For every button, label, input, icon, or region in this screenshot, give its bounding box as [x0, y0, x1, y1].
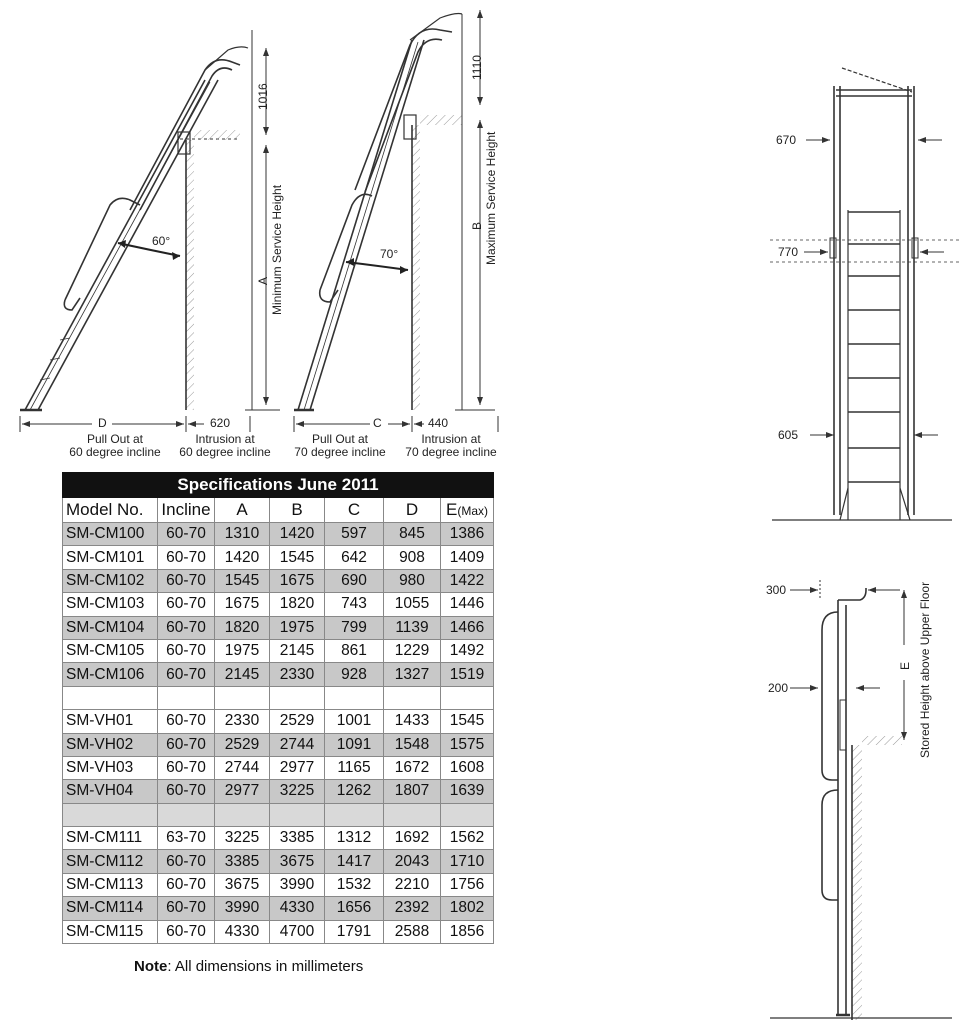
- table-cell: 1446: [441, 593, 494, 616]
- table-row: [63, 850, 494, 873]
- table-spacer-cell: [270, 686, 325, 709]
- table-cell: 1262: [325, 780, 384, 803]
- table-cell: 2977: [215, 780, 270, 803]
- table-cell: 908: [384, 546, 441, 569]
- table-cell: 4700: [270, 920, 325, 943]
- table-cell-model: SM-CM115: [63, 920, 158, 943]
- table-title: Specifications June 2011: [63, 473, 494, 498]
- table-cell: 1820: [215, 616, 270, 639]
- table-cell: 1656: [325, 897, 384, 920]
- table-cell-model: SM-VH01: [63, 710, 158, 733]
- table-spacer-cell: [270, 803, 325, 826]
- table-cell: 1433: [384, 710, 441, 733]
- table-cell: 60-70: [158, 546, 215, 569]
- table-spacer-cell: [63, 686, 158, 709]
- table-cell: 2529: [270, 710, 325, 733]
- table-row: [63, 616, 494, 639]
- table-cell: 1312: [325, 827, 384, 850]
- table-header-e: E: [445, 500, 458, 519]
- left-dim-1016: 1016: [256, 83, 270, 110]
- table-cell-model: SM-VH03: [63, 756, 158, 779]
- table-cell-model: SM-CM103: [63, 593, 158, 616]
- table-cell-model: SM-CM112: [63, 850, 158, 873]
- table-cell-model: SM-CM101: [63, 546, 158, 569]
- left-pullout-label: [60, 433, 170, 459]
- table-cell: 60-70: [158, 850, 215, 873]
- table-cell: 60-70: [158, 523, 215, 546]
- table-cell: 1327: [384, 663, 441, 686]
- right-pullout-label: [285, 433, 395, 459]
- right-pullout-line2: 70 degree incline: [294, 445, 386, 459]
- table-header-cell: B: [270, 498, 325, 523]
- table-cell: 2744: [270, 733, 325, 756]
- table-cell: 3225: [270, 780, 325, 803]
- table-cell: 3225: [215, 827, 270, 850]
- stored-height-label: Stored Height above Upper Floor: [918, 581, 932, 758]
- table-cell-model: SM-CM114: [63, 897, 158, 920]
- right-horizontal-dims: [294, 416, 498, 432]
- table-cell: 1422: [441, 569, 494, 592]
- table-cell: 1856: [441, 920, 494, 943]
- table-cell: 1310: [215, 523, 270, 546]
- table-cell: 2588: [384, 920, 441, 943]
- table-spacer-row: [63, 686, 494, 709]
- table-cell: 1001: [325, 710, 384, 733]
- table-row: [63, 827, 494, 850]
- right-elevation-ladder: [294, 14, 462, 411]
- stored-dim-200: 200: [768, 681, 789, 695]
- right-intrusion-line1: Intrusion at: [421, 432, 481, 446]
- table-cell: 1756: [441, 873, 494, 896]
- right-dim-440: 440: [428, 416, 449, 430]
- table-cell: 743: [325, 593, 384, 616]
- left-dim-620: 620: [210, 416, 231, 430]
- left-intrusion-line2: 60 degree incline: [179, 445, 271, 459]
- table-cell: 60-70: [158, 756, 215, 779]
- table-cell: 3990: [215, 897, 270, 920]
- table-cell: 1545: [441, 710, 494, 733]
- table-cell: 2145: [270, 639, 325, 662]
- table-cell: 60-70: [158, 593, 215, 616]
- table-header-row: [63, 498, 494, 523]
- table-cell: 928: [325, 663, 384, 686]
- table-cell: 3675: [215, 873, 270, 896]
- table-cell: 2529: [215, 733, 270, 756]
- table-cell: 1229: [384, 639, 441, 662]
- table-row: [63, 523, 494, 546]
- table-cell: 3385: [215, 850, 270, 873]
- table-cell-model: SM-CM100: [63, 523, 158, 546]
- table-row: [63, 897, 494, 920]
- table-row: [63, 639, 494, 662]
- table-cell: 1608: [441, 756, 494, 779]
- table-cell: 1548: [384, 733, 441, 756]
- right-dim-1110: 1110: [470, 55, 484, 80]
- table-spacer-cell: [158, 686, 215, 709]
- table-cell: 1466: [441, 616, 494, 639]
- table-cell-model: SM-CM113: [63, 873, 158, 896]
- table-cell: 4330: [215, 920, 270, 943]
- left-elevation-ladder: [20, 47, 248, 410]
- table-header-e-sub: (Max): [457, 504, 488, 518]
- table-cell: 845: [384, 523, 441, 546]
- table-header-cell: Incline: [158, 498, 215, 523]
- table-cell: 1165: [325, 756, 384, 779]
- table-cell-model: SM-VH04: [63, 780, 158, 803]
- table-cell: 60-70: [158, 639, 215, 662]
- table-header-cell: D: [384, 498, 441, 523]
- table-row: [63, 733, 494, 756]
- right-max-service-height: Maximum Service Height: [484, 131, 498, 265]
- table-cell: 60-70: [158, 873, 215, 896]
- table-row: [63, 593, 494, 616]
- right-dim-b: B: [470, 221, 484, 230]
- table-cell: 861: [325, 639, 384, 662]
- left-intrusion-label: [170, 433, 280, 459]
- table-cell: 642: [325, 546, 384, 569]
- right-intrusion-label: [396, 433, 506, 459]
- table-row: [63, 873, 494, 896]
- table-header-cell: C: [325, 498, 384, 523]
- left-dim-a: A: [256, 276, 270, 285]
- table-cell: 1975: [215, 639, 270, 662]
- table-cell-model: SM-CM102: [63, 569, 158, 592]
- table-cell: 60-70: [158, 569, 215, 592]
- table-cell: 2744: [215, 756, 270, 779]
- table-spacer-cell: [384, 686, 441, 709]
- stored-view-dims: [790, 580, 904, 740]
- table-cell: 1386: [441, 523, 494, 546]
- table-cell: 1519: [441, 663, 494, 686]
- table-cell: 60-70: [158, 780, 215, 803]
- table-cell: 1692: [384, 827, 441, 850]
- table-header-cell: A: [215, 498, 270, 523]
- table-cell-model: SM-VH02: [63, 733, 158, 756]
- table-cell: 1055: [384, 593, 441, 616]
- table-cell: 1409: [441, 546, 494, 569]
- right-pullout-line1: Pull Out at: [311, 432, 369, 446]
- table-cell: 1820: [270, 593, 325, 616]
- table-cell: 2977: [270, 756, 325, 779]
- front-dim-670: 670: [776, 133, 797, 147]
- table-spacer-cell: [441, 803, 494, 826]
- table-cell: 1562: [441, 827, 494, 850]
- table-cell: 4330: [270, 897, 325, 920]
- note-text: : All dimensions in millimeters: [167, 958, 364, 975]
- table-cell: 3385: [270, 827, 325, 850]
- table-cell-model: SM-CM111: [63, 827, 158, 850]
- table-cell-model: SM-CM106: [63, 663, 158, 686]
- table-cell-model: SM-CM105: [63, 639, 158, 662]
- stored-dim-300: 300: [766, 583, 787, 597]
- table-cell: 2330: [270, 663, 325, 686]
- front-view-dims: [804, 140, 944, 435]
- table-cell: 60-70: [158, 710, 215, 733]
- table-cell: 3675: [270, 850, 325, 873]
- table-cell: 1545: [270, 546, 325, 569]
- table-cell: 60-70: [158, 733, 215, 756]
- table-note: [134, 958, 363, 975]
- table-cell: 1091: [325, 733, 384, 756]
- table-cell: 60-70: [158, 663, 215, 686]
- table-header-cell: [441, 498, 494, 523]
- table-cell: 2043: [384, 850, 441, 873]
- right-angle-label: 70°: [380, 247, 399, 261]
- table-cell: 799: [325, 616, 384, 639]
- table-cell: 1639: [441, 780, 494, 803]
- table-cell: 1492: [441, 639, 494, 662]
- table-spacer-cell: [215, 803, 270, 826]
- table-spacer-cell: [441, 686, 494, 709]
- angle-arc-70: [346, 262, 408, 270]
- left-pullout-line2: 60 degree incline: [69, 445, 161, 459]
- table-cell-model: SM-CM104: [63, 616, 158, 639]
- table-row: [63, 920, 494, 943]
- left-dim-d: D: [98, 416, 107, 430]
- table-cell: 690: [325, 569, 384, 592]
- front-dim-770: 770: [778, 245, 799, 259]
- table-cell: 1672: [384, 756, 441, 779]
- left-pullout-line1: Pull Out at: [86, 432, 144, 446]
- table-cell: 1532: [325, 873, 384, 896]
- table-cell: 1675: [215, 593, 270, 616]
- table-cell: 1791: [325, 920, 384, 943]
- table-spacer-cell: [325, 803, 384, 826]
- front-view-ladder: [770, 68, 960, 520]
- table-cell: 1575: [441, 733, 494, 756]
- table-spacer-cell: [384, 803, 441, 826]
- right-intrusion-line2: 70 degree incline: [405, 445, 497, 459]
- table-cell: 63-70: [158, 827, 215, 850]
- table-spacer-cell: [63, 803, 158, 826]
- table-row: [63, 780, 494, 803]
- table-row: [63, 569, 494, 592]
- table-header-cell: Model No.: [63, 498, 158, 523]
- specifications-table: [62, 472, 494, 944]
- table-cell: 980: [384, 569, 441, 592]
- table-cell: 1710: [441, 850, 494, 873]
- stored-dim-e: E: [898, 661, 912, 670]
- table-cell: 1802: [441, 897, 494, 920]
- left-angle-label: 60°: [152, 234, 171, 248]
- table-spacer-cell: [215, 686, 270, 709]
- table-cell: 2330: [215, 710, 270, 733]
- table-cell: 1545: [215, 569, 270, 592]
- left-min-service-height: Minimum Service Height: [270, 184, 284, 315]
- table-cell: 60-70: [158, 920, 215, 943]
- table-cell: 60-70: [158, 616, 215, 639]
- table-cell: 60-70: [158, 897, 215, 920]
- note-label: Note: [134, 958, 168, 975]
- table-cell: 1975: [270, 616, 325, 639]
- table-cell: 1807: [384, 780, 441, 803]
- table-cell: 2392: [384, 897, 441, 920]
- table-cell: 2145: [215, 663, 270, 686]
- table-spacer-cell: [158, 803, 215, 826]
- table-spacer-row: [63, 803, 494, 826]
- table-spacer-cell: [325, 686, 384, 709]
- left-intrusion-line1: Intrusion at: [195, 432, 255, 446]
- table-cell: 1417: [325, 850, 384, 873]
- table-cell: 1675: [270, 569, 325, 592]
- table-row: [63, 710, 494, 733]
- table-row: [63, 546, 494, 569]
- table-cell: 1139: [384, 616, 441, 639]
- table-cell: 3990: [270, 873, 325, 896]
- table-cell: 597: [325, 523, 384, 546]
- right-dim-c: C: [373, 416, 382, 430]
- table-cell: 1420: [215, 546, 270, 569]
- table-cell: 1420: [270, 523, 325, 546]
- table-cell: 2210: [384, 873, 441, 896]
- front-dim-605: 605: [778, 428, 799, 442]
- table-row: [63, 756, 494, 779]
- angle-arc-60: [118, 243, 180, 256]
- table-row: [63, 663, 494, 686]
